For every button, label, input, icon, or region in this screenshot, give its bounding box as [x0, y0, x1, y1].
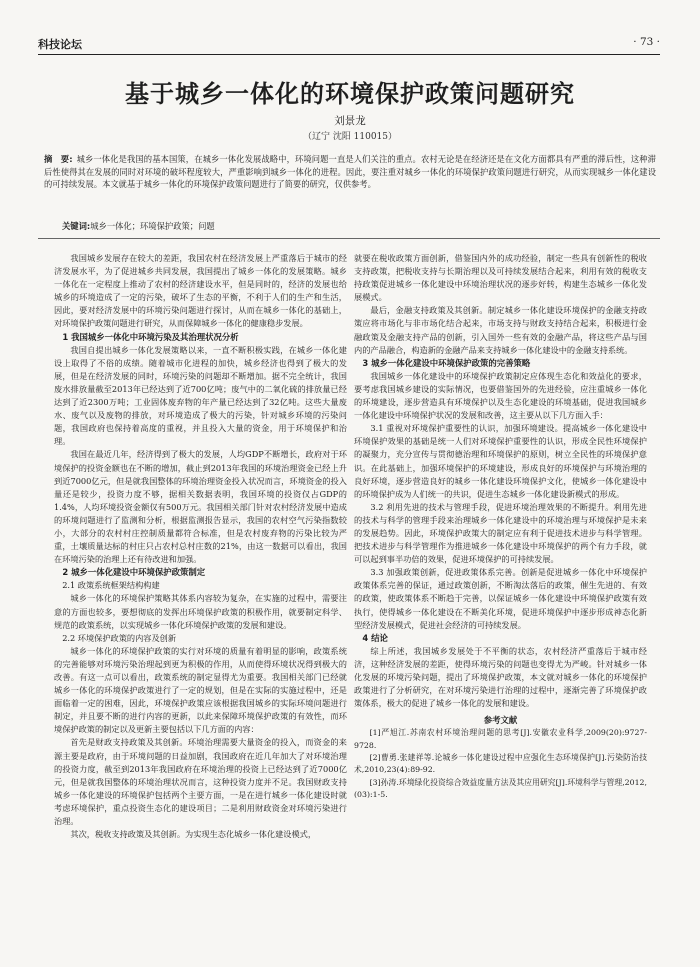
paragraph: 3.1 重视对环境保护重要性的认识，加强环境建设。提高城乡一体化建设中环境保护效果的基础是统一人们对环境保护重要性的认识，形成全民性环境保护的凝聚力，充分宣传与贯彻德治理和环境保护的原则，树立全民性的环境保护意识。在此基础上，加强环境保护的环境建设，形成良好的环境保护与环境治理的良好环境，逐步营造良好的城乡一体化建设环境保护文化，使城乡一体化建设中的环境保护成为人们统一的共识，促进生态城乡一体化建设新模式的形成。 [354, 423, 647, 499]
subsection-heading: 2.1 政策系统框架结构构建 [62, 580, 160, 591]
running-header [38, 36, 660, 55]
paragraph: 其次，税收支持政策及其创新。为实现生态化城乡一体化建设模式， [70, 829, 317, 840]
paragraph: 3.2 利用先进的技术与管理手段，促进环境治理效果的不断提升。利用先进的技术与科学的管理手段来治理城乡一体化建设中的环境治理与环境保护是未来的发展趋势。因此，环境保护政策大的制定应有利于促进技术进步与科学管理。把技术进步与科学管理作为推进城乡一体化建设中环境保护的两个有力手段，就可以起到事半功倍的效果，促进环境保护的可持续发展。 [354, 501, 647, 565]
reference-item: [1]严旭江.苏南农村环境治理问题的思考[J].安徽农业科学,2009(20):9727-9728. [354, 728, 647, 750]
abstract [44, 153, 656, 191]
article-title: 基于城乡一体化的环境保护政策问题研究 [125, 80, 575, 108]
subsection-heading: 2.2 环境保护政策的内容及创新 [62, 632, 177, 643]
paragraph: 最后，金融支持政策及其创新。制定城乡一体化建设环境保护的金融支持政策应将市场化与非市场化结合起来，市场支持与财政支持结合起来，积极进行金融政策及金融支持产品的创新，引入国外一些有效的金融产品，将这些产品与国内的产品融合，构造新的金融产品来支持城乡一体化建设中的金融支持系统。 [354, 305, 647, 355]
paragraph: 就要在税收政策方面创新，借鉴国内外的成功经验，制定一些具有创新性的税收支持政策，把税收支持与长期治理以及可持续发展结合起来，利用有效的税收支持政策促进城乡一体化建设中环境治理状况的逐步好转，构建生态城乡一体化发展模式。 [354, 253, 647, 303]
section-heading: 3 城乡一体化建设中环境保护政策的完善策略 [362, 357, 531, 368]
paragraph: 3.3 加强政策创新，促进政策体系完善。创新是促进城乡一体化中环境保护政策体系完善的保证，通过政策创新，不断淘汰落后的政策，催生先进的、有效的政策，使政策体系不断趋于完善，以保证城乡一体化建设中环境保护政策有效执行，使得城乡一体化建设在不断美化环境，促进环境保护中逐步形成神态化新型经济发展模式，促进社会经济的可持续发展。 [354, 567, 647, 630]
paragraph: 我国自提出城乡一体化发展策略以来，一直不断积极实践，在城乡一体化建设上取得了不俗的成绩。随着城市化进程的加快，城乡经济也得到了极大的发展，但是在经济发展的同时，环境污染的问题却不断增加。据不完全统计，我国废水排放量截至2013年已经达到了近700亿吨；废气中的二氧化硫的排放量已经达到了近2300万吨；工业固体废弃物的年产量已经达到了32亿吨。这些大量废水、废气以及废物的排放，对环境造成了极大的污染，针对城乡环境的污染问题，我国政府也保持着高度的重视，并且投入大量的资金，用于环境保护和治理。 [54, 344, 347, 447]
keywords-text: 城乡一体化；环境保护政策；问题 [90, 221, 215, 231]
author-affiliation: （辽宁 沈阳 110015） [302, 132, 398, 142]
section-heading: 1 我国城乡一体化中环境污染及其治理状况分析 [62, 331, 239, 342]
section-heading: 4 结论 [362, 632, 388, 643]
abstract-label: 摘 要: [44, 154, 73, 164]
paragraph: 我国城乡发展存在较大的差距，我国农村在经济发展上严重落后于城市的经济发展水平，为了促进城乡共同发展，我国提出了城乡一体化的发展策略。城乡一体化在一定程度上推动了农村的经济建设水平，但是同时的，经济的发展也给城乡的环境造成了一定的污染，破坏了生态的平衡，不利于人们的生产和生活，因此，要对经济发展中的环境污染问题进行探讨，从而在城乡一体化的基础上，对环境保护政策问题进行研究，从而保障城乡一体化的健康稳步发展。 [54, 253, 347, 329]
paragraph: 我国城乡一体化建设中的环境保护政策制定应体现生态化和效益化的要求，要考虑我国城乡建设的实际情况，也要借鉴国外的先进经验，应注重城乡一体化的环境建设，逐步营造具有环境保护以及生态化建设的环境基础，促进我国城乡一体化建设中环境保护状况的发展和改善，这主要从以下几方面入手： [354, 370, 647, 421]
page-number: · 73 · [633, 36, 660, 48]
journal-name: 科技论坛 [38, 38, 82, 51]
references-heading: 参考文献 [483, 715, 518, 726]
paragraph: 综上所述，我国城乡发展处于不平衡的状态，农村经济严重落后于城市经济，这种经济发展的差距，使得环境污染的问题也变得尤为严峻。针对城乡一体化发展的环境污染问题，提出了环境保护政策，本文就对城乡一体化的环境保护政策进行了分析研究，在对环境污染进行治理的过程中，逐渐完善了环境保护政策体系，极大的促进了城乡一体化的发展和建设。 [354, 645, 647, 709]
keywords [62, 220, 656, 232]
right-column [354, 252, 647, 952]
section-divider [38, 238, 660, 239]
section-heading: 2 城乡一体化建设中环境保护政策制定 [62, 567, 206, 578]
abstract-text: 城乡一体化是我国的基本国策，在城乡一体化发展战略中，环境问题一直是人们关注的重点。农村无论是在经济还是在文化方面都具有严重的滞后性，这种滞后性使得其在发展的同时对环境的破坏程度较大，严重影响到城乡一体化的进程。因此，要注重对城乡一体化的环境保护政策问题进行研究，从而实现城乡一体化建设的可持续发展。本文就基于城乡一体化的环境保护政策问题进行了简要的研究，仅供参考。 [44, 154, 656, 190]
paragraph: 我国在最近几年，经济得到了极大的发展，人均GDP不断增长，政府对于环境保护的投资金额也在不断的增加，截止到2013年我国的环境治理资金已经上升到近7000亿元，但是就我国整体的环境治理资金投入状况而言，环境资金的投入量还是较少，投资力度不够，据相关数据表明，我国环境的投资仅占GDP的1.4%，人均环境投资金额仅有500万元。我国相关部门针对农村经济发展中造成的环境问题进行了监测和分析，根据监测报告显示，我国的农村空气污染指数较小，大部分的农村村庄控制质量都符合标准，但是农村废弃物的污染比较为严重，土壤质量达标的村庄只占农村总村庄数的21%，由这一数据可以看出，我国在环境污染的治理上还有待改进和加强。 [54, 449, 347, 565]
paragraph: 首先是财政支持政策及其创新。环境治理需要大量资金的投入，而资金的来源主要是政府，由于环境问题的日益加剧，我国政府在近几年加大了对环境治理的投资力度，截至到2013年我国政府在环境治理的投资上已经达到了近7000亿元，但是就我国整体的环境治理状况而言，这种投资力度并不足。我国财政支持城乡一体化建设的环境保护包括两个主要方面，一是在进行城乡一体化建设时就考虑环境保护，重点投资生态化的建设项目；二是利用财政资金对环境污染进行治理。 [54, 737, 347, 827]
reference-item: [2]曹勇.张建祥等.论城乡一体化建设过程中应强化生态环境保护[J].污染防治技术,2010,23(4):89-92. [354, 752, 647, 775]
reference-item: [3]孙涛.环境绿化投资综合效益度量方法及其应用研究[J].环境科学与管理,2012,(03):1-5. [354, 777, 647, 799]
keywords-label: 关键词: [62, 221, 91, 231]
paragraph: 城乡一体化的环境保护政策的实行对环境的质量有着明显的影响，政策系统的完善能够对环境污染治理起到更为积极的作用，从而使得环境状况得到极大的改善。有这一点可以看出，政策系统的制定显得尤为重要。我国相关部门已经就城乡一体化的环境保护政策进行了一定的规划，但是在实际的实施过程中，还是面临着一定的困难，因此，环境保护政策应该根据我国城乡的实际环境问题进行制定，并且要不断的进行内容的更新，以此来保障环境保护政策的有效性，而环境保护政策的制定以及更新主要包括以下几方面的内容： [54, 645, 347, 735]
author-name: 刘景龙 [334, 115, 366, 127]
paragraph: 城乡一体化的环境保护策略其体系内容较为复杂，在实施的过程中，需要注意的方面也较多，要想彻底的发挥出环境保护政策的积极作用，就要制定科学、规范的政策系统，以实现城乡一体化环境保护政策的发展和建设。 [54, 593, 347, 630]
left-column [54, 252, 347, 952]
